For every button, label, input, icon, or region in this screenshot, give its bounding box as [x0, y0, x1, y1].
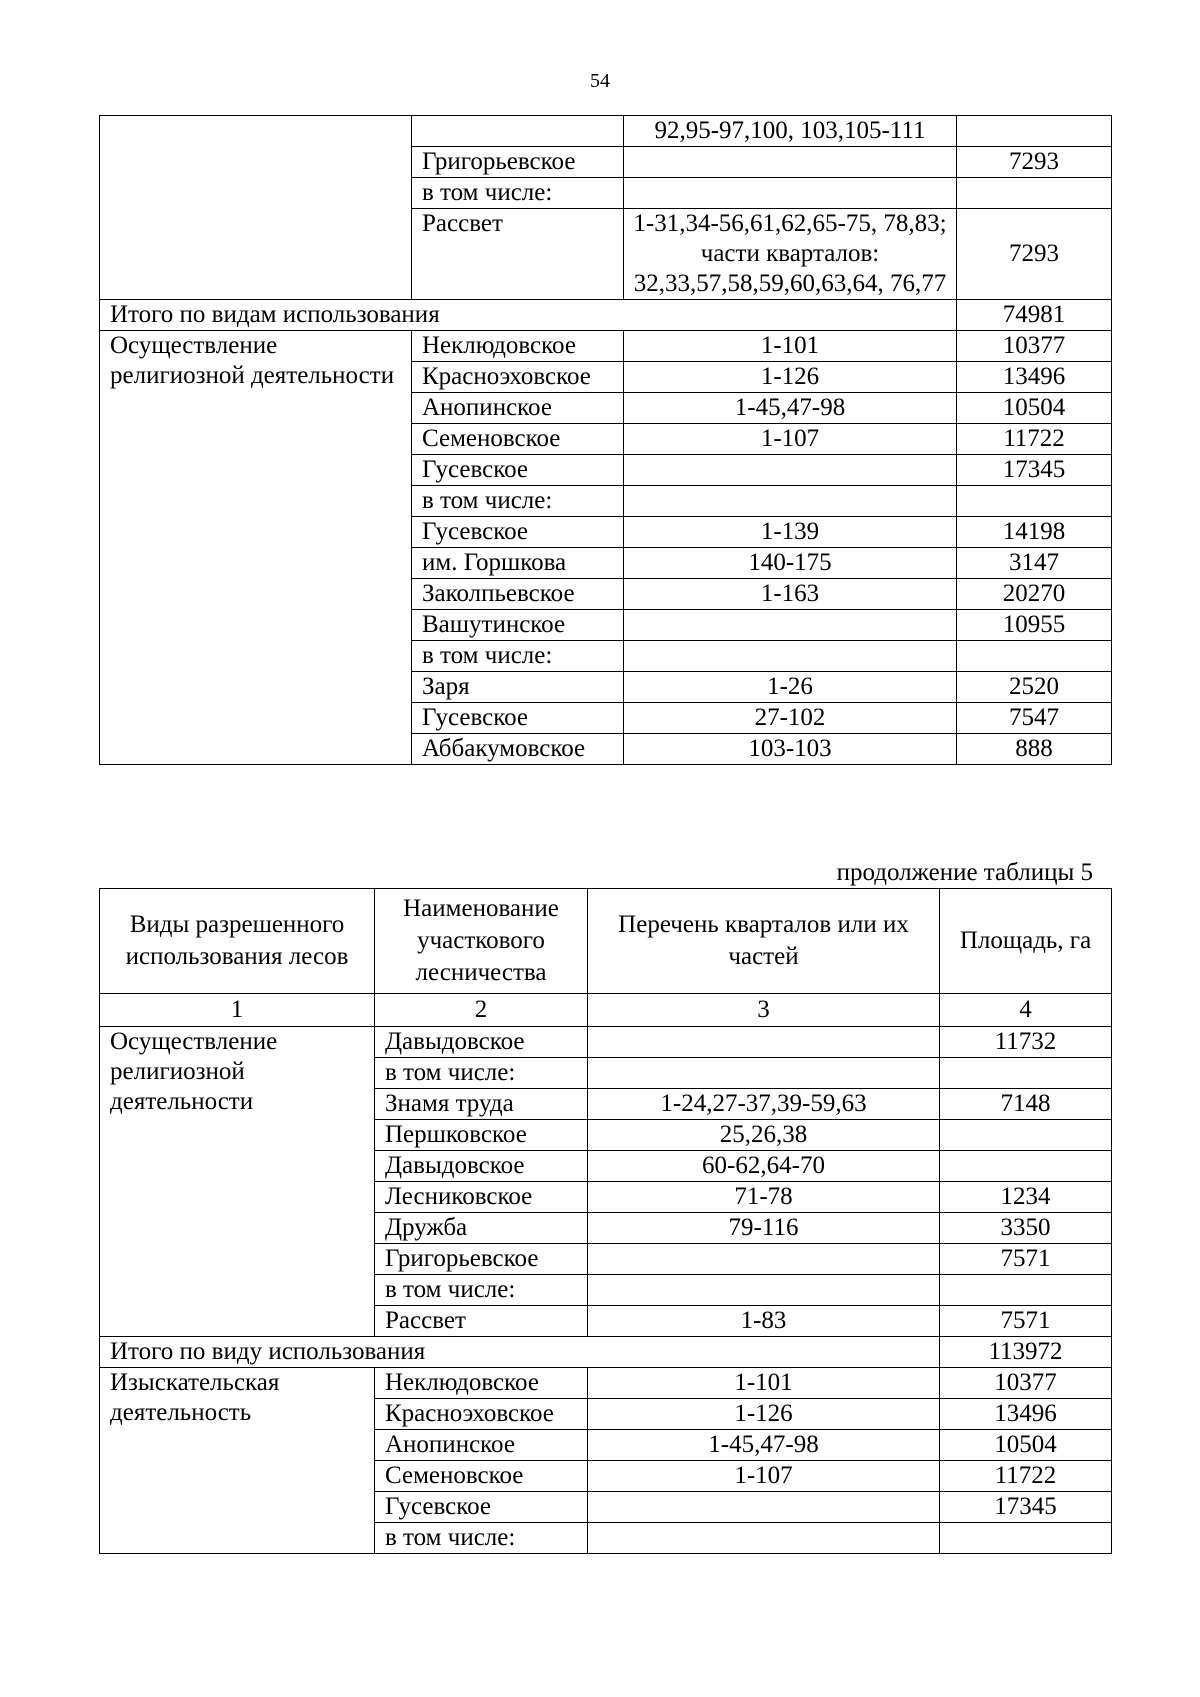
quarters-cell: 25,26,38: [588, 1120, 940, 1151]
forestry-name-cell: Знамя труда: [375, 1089, 588, 1120]
quarters-cell: 1-101: [588, 1368, 940, 1399]
area-cell: 11732: [940, 1027, 1112, 1058]
area-cell: [957, 178, 1112, 209]
area-cell: 7293: [957, 209, 1112, 300]
page-number: 54: [590, 70, 610, 92]
column-number: 2: [375, 994, 588, 1027]
quarters-cell: 1-126: [624, 362, 957, 393]
table-row: [100, 1368, 1112, 1399]
area-cell: 14198: [957, 517, 1112, 548]
quarters-cell: 1-24,27-37,39-59,63: [588, 1089, 940, 1120]
forestry-name-cell: Неклюдовское: [375, 1368, 588, 1399]
total-area: 113972: [940, 1337, 1112, 1368]
area-cell: 3147: [957, 548, 1112, 579]
column-number: 4: [940, 994, 1112, 1027]
area-cell: [957, 641, 1112, 672]
header-usage-type: Виды разрешенного использования лесов: [100, 889, 375, 994]
area-cell: 10504: [957, 393, 1112, 424]
forestry-name-cell: Вашутинское: [412, 610, 624, 641]
quarters-cell: 1-163: [624, 579, 957, 610]
area-cell: [940, 1523, 1112, 1554]
area-cell: 10504: [940, 1430, 1112, 1461]
forestry-name-cell: Григорьевское: [375, 1244, 588, 1275]
area-cell: 888: [957, 734, 1112, 765]
quarters-cell: [624, 610, 957, 641]
forestry-name-cell: Рассвет: [375, 1306, 588, 1337]
forestry-name-cell: Анопинское: [412, 393, 624, 424]
forestry-name-cell: в том числе:: [412, 178, 624, 209]
quarters-cell: [624, 455, 957, 486]
area-cell: 7547: [957, 703, 1112, 734]
area-cell: 7571: [940, 1244, 1112, 1275]
usage-type-cell: Осуществление религиозной деятельности: [100, 1027, 375, 1337]
quarters-cell: [588, 1523, 940, 1554]
area-cell: 13496: [957, 362, 1112, 393]
area-cell: 13496: [940, 1399, 1112, 1430]
area-cell: 17345: [940, 1492, 1112, 1523]
quarters-cell: 27-102: [624, 703, 957, 734]
area-cell: 10955: [957, 610, 1112, 641]
forestry-name-cell: Григорьевское: [412, 147, 624, 178]
area-cell: 7148: [940, 1089, 1112, 1120]
quarters-cell: 1-26: [624, 672, 957, 703]
forestry-name-cell: в том числе:: [375, 1058, 588, 1089]
quarters-cell: 60-62,64-70: [588, 1151, 940, 1182]
quarters-cell: [588, 1027, 940, 1058]
quarters-cell: 1-83: [588, 1306, 940, 1337]
forestry-name-cell: им. Горшкова: [412, 548, 624, 579]
area-cell: 11722: [957, 424, 1112, 455]
area-cell: 10377: [957, 331, 1112, 362]
total-row: [100, 1337, 1112, 1368]
table-row: [100, 1027, 1112, 1058]
forestry-name-cell: Гусевское: [412, 455, 624, 486]
forestry-name-cell: Давыдовское: [375, 1027, 588, 1058]
forestry-name-cell: в том числе:: [375, 1275, 588, 1306]
area-cell: 10377: [940, 1368, 1112, 1399]
forestry-name-cell: Семеновское: [375, 1461, 588, 1492]
quarters-cell: 103-103: [624, 734, 957, 765]
quarters-cell: [624, 486, 957, 517]
column-number: 3: [588, 994, 940, 1027]
total-row: [100, 300, 1112, 331]
forestry-name-cell: Анопинское: [375, 1430, 588, 1461]
forestry-name-cell: Гусевское: [412, 703, 624, 734]
quarters-cell: 71-78: [588, 1182, 940, 1213]
table-row: [100, 116, 1112, 147]
forestry-name-cell: Першковское: [375, 1120, 588, 1151]
header-quarters-list: Перечень кварталов или их частей: [588, 889, 940, 994]
quarters-cell: 79-116: [588, 1213, 940, 1244]
table-5-continued: [99, 888, 1112, 1554]
header-forestry-name: Наименование участкового лесничества: [375, 889, 588, 994]
area-cell: 7571: [940, 1306, 1112, 1337]
area-cell: 7293: [957, 147, 1112, 178]
quarters-cell: [624, 147, 957, 178]
area-cell: 17345: [957, 455, 1112, 486]
continuation-note: продолжение таблицы 5: [836, 859, 1093, 886]
header-row: [100, 889, 1112, 994]
quarters-cell: [588, 1492, 940, 1523]
forestry-name-cell: [412, 116, 624, 147]
quarters-cell: [588, 1244, 940, 1275]
area-cell: [940, 1151, 1112, 1182]
quarters-cell: [588, 1058, 940, 1089]
forestry-name-cell: Семеновское: [412, 424, 624, 455]
quarters-cell: 1-45,47-98: [624, 393, 957, 424]
forestry-name-cell: в том числе:: [412, 641, 624, 672]
forestry-name-cell: Красноэховское: [375, 1399, 588, 1430]
usage-type-cell: Изыскательская деятельность: [100, 1368, 375, 1554]
quarters-cell: [624, 178, 957, 209]
area-cell: [940, 1058, 1112, 1089]
area-cell: 1234: [940, 1182, 1112, 1213]
quarters-cell: 92,95-97,100, 103,105-111: [624, 116, 957, 147]
area-cell: [957, 486, 1112, 517]
forestry-name-cell: Неклюдовское: [412, 331, 624, 362]
area-cell: 2520: [957, 672, 1112, 703]
quarters-cell: 1-139: [624, 517, 957, 548]
forestry-name-cell: в том числе:: [412, 486, 624, 517]
quarters-cell: 1-107: [624, 424, 957, 455]
header-area: Площадь, га: [940, 889, 1112, 994]
forestry-name-cell: в том числе:: [375, 1523, 588, 1554]
area-cell: [940, 1120, 1112, 1151]
quarters-cell: 140-175: [624, 548, 957, 579]
area-cell: 20270: [957, 579, 1112, 610]
forestry-name-cell: Дружба: [375, 1213, 588, 1244]
area-cell: 11722: [940, 1461, 1112, 1492]
total-label: Итого по виду использования: [100, 1337, 940, 1368]
quarters-cell: 1-126: [588, 1399, 940, 1430]
forestry-name-cell: Заколпьевское: [412, 579, 624, 610]
forestry-name-cell: Лесниковское: [375, 1182, 588, 1213]
forestry-name-cell: Заря: [412, 672, 624, 703]
area-cell: [940, 1275, 1112, 1306]
column-number: 1: [100, 994, 375, 1027]
forestry-name-cell: Гусевское: [375, 1492, 588, 1523]
quarters-cell: 1-107: [588, 1461, 940, 1492]
table-row: [100, 331, 1112, 362]
forestry-name-cell: Гусевское: [412, 517, 624, 548]
quarters-cell: [624, 641, 957, 672]
total-area: 74981: [957, 300, 1112, 331]
usage-type-cell: Осуществление религиозной деятельности: [100, 331, 412, 765]
quarters-cell: 1-101: [624, 331, 957, 362]
forestry-name-cell: Давыдовское: [375, 1151, 588, 1182]
quarters-cell: [588, 1275, 940, 1306]
area-cell: 3350: [940, 1213, 1112, 1244]
column-number-row: [100, 994, 1112, 1027]
quarters-cell: 1-31,34-56,61,62,65-75, 78,83; части кварталов: 32,33,57,58,59,60,63,64, 76,77: [624, 209, 957, 300]
area-cell: [957, 116, 1112, 147]
forestry-name-cell: Рассвет: [412, 209, 624, 300]
forestry-name-cell: Аббакумовское: [412, 734, 624, 765]
quarters-cell: 1-45,47-98: [588, 1430, 940, 1461]
total-label: Итого по видам использования: [100, 300, 957, 331]
table-continuation-top: [99, 115, 1112, 765]
forestry-name-cell: Красноэховское: [412, 362, 624, 393]
usage-type-cell: [100, 116, 412, 300]
